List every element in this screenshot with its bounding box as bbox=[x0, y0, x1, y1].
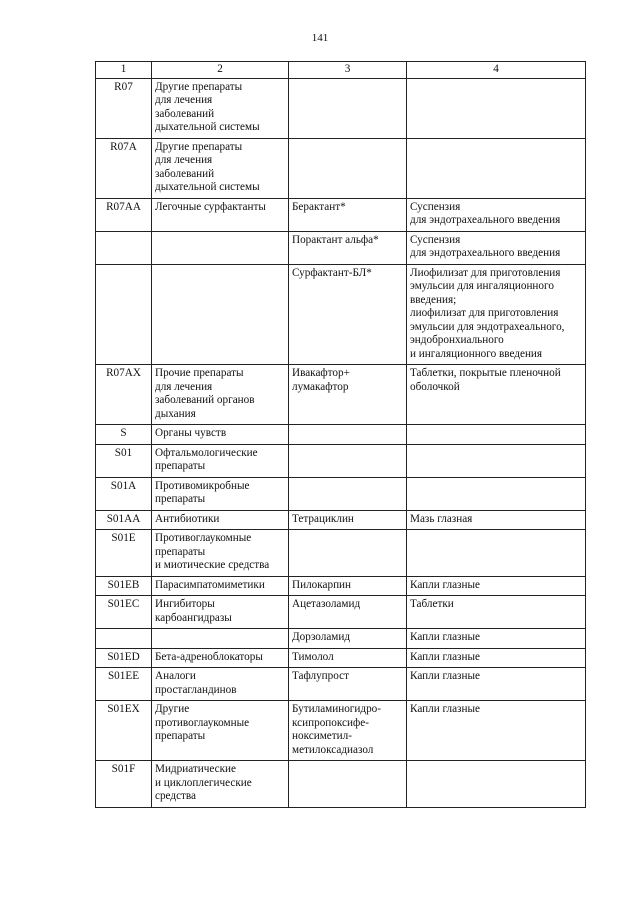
dosage-form-cell bbox=[407, 444, 586, 477]
group-name-cell bbox=[152, 231, 289, 264]
dosage-form-cell: Суспензия для эндотрахеального введения bbox=[407, 231, 586, 264]
dosage-form-cell: Мазь глазная bbox=[407, 510, 586, 530]
dosage-form-cell bbox=[407, 425, 586, 445]
dosage-form-cell: Капли глазные bbox=[407, 576, 586, 596]
atc-code-cell: S01 bbox=[96, 444, 152, 477]
dosage-form-cell bbox=[407, 761, 586, 808]
dosage-form-cell bbox=[407, 138, 586, 198]
table-row bbox=[96, 761, 586, 808]
drug-name-cell bbox=[289, 444, 407, 477]
atc-code-cell: S01E bbox=[96, 530, 152, 577]
dosage-form-cell: Таблетки bbox=[407, 596, 586, 629]
atc-code-cell: R07AA bbox=[96, 198, 152, 231]
table-row bbox=[96, 629, 586, 649]
header-row bbox=[96, 62, 586, 79]
atc-code-cell: R07A bbox=[96, 138, 152, 198]
group-name-cell: Легочные сурфактанты bbox=[152, 198, 289, 231]
atc-code-cell: S01EE bbox=[96, 668, 152, 701]
drug-name-cell: Дорзоламид bbox=[289, 629, 407, 649]
dosage-form-cell bbox=[407, 530, 586, 577]
table-row bbox=[96, 477, 586, 510]
group-name-cell bbox=[152, 264, 289, 365]
dosage-form-cell: Капли глазные bbox=[407, 629, 586, 649]
drug-name-cell: Тетрациклин bbox=[289, 510, 407, 530]
table-row bbox=[96, 701, 586, 761]
group-name-cell: Мидриатические и циклоплегические средства bbox=[152, 761, 289, 808]
atc-code-cell: S01EC bbox=[96, 596, 152, 629]
dosage-form-cell: Суспензия для эндотрахеального введения bbox=[407, 198, 586, 231]
dosage-form-cell: Капли глазные bbox=[407, 668, 586, 701]
atc-code-cell: S01EB bbox=[96, 576, 152, 596]
dosage-form-cell: Лиофилизат для приготовления эмульсии для ингаляционного введения; лиофилизат для приготовления эмульсии для эндотрахеального, эндобронхиального и ингаляционного введения bbox=[407, 264, 586, 365]
table-row bbox=[96, 648, 586, 668]
table-row bbox=[96, 425, 586, 445]
atc-code-cell: R07 bbox=[96, 78, 152, 138]
atc-code-cell: S01F bbox=[96, 761, 152, 808]
drug-name-cell: Берактант* bbox=[289, 198, 407, 231]
dosage-form-cell: Капли глазные bbox=[407, 701, 586, 761]
group-name-cell: Офтальмологические препараты bbox=[152, 444, 289, 477]
table-row bbox=[96, 264, 586, 365]
group-name-cell: Ингибиторы карбоангидразы bbox=[152, 596, 289, 629]
group-name-cell: Антибиотики bbox=[152, 510, 289, 530]
drug-name-cell bbox=[289, 477, 407, 510]
drug-name-cell bbox=[289, 78, 407, 138]
atc-code-cell: R07AX bbox=[96, 365, 152, 425]
atc-code-cell: S01EX bbox=[96, 701, 152, 761]
drug-name-cell bbox=[289, 425, 407, 445]
group-name-cell: Противоглаукомные препараты и миотические средства bbox=[152, 530, 289, 577]
drug-name-cell: Порактант альфа* bbox=[289, 231, 407, 264]
dosage-form-cell: Капли глазные bbox=[407, 648, 586, 668]
group-name-cell: Другие препараты для лечения заболеваний дыхательной системы bbox=[152, 138, 289, 198]
atc-code-cell: S01AA bbox=[96, 510, 152, 530]
table-row bbox=[96, 596, 586, 629]
drug-name-cell: Тафлупрост bbox=[289, 668, 407, 701]
drug-name-cell: Тимолол bbox=[289, 648, 407, 668]
table-row bbox=[96, 78, 586, 138]
table-row bbox=[96, 444, 586, 477]
drug-name-cell: Сурфактант-БЛ* bbox=[289, 264, 407, 365]
atc-code-cell: S bbox=[96, 425, 152, 445]
atc-code-cell: S01ED bbox=[96, 648, 152, 668]
drug-name-cell: Ивакафтор+ лумакафтор bbox=[289, 365, 407, 425]
group-name-cell: Бета-адреноблокаторы bbox=[152, 648, 289, 668]
drug-name-cell: Бутиламиногидро- ксипропоксифе- ноксиметил- метилоксадиазол bbox=[289, 701, 407, 761]
header-col-3: 3 bbox=[289, 62, 407, 79]
dosage-form-cell: Таблетки, покрытые пленочной оболочкой bbox=[407, 365, 586, 425]
group-name-cell bbox=[152, 629, 289, 649]
group-name-cell: Парасимпатомиметики bbox=[152, 576, 289, 596]
table-row bbox=[96, 231, 586, 264]
group-name-cell: Другие препараты для лечения заболеваний дыхательной системы bbox=[152, 78, 289, 138]
drug-name-cell bbox=[289, 530, 407, 577]
drug-name-cell: Ацетазоламид bbox=[289, 596, 407, 629]
table-row bbox=[96, 668, 586, 701]
group-name-cell: Аналоги простагландинов bbox=[152, 668, 289, 701]
atc-code-cell bbox=[96, 629, 152, 649]
atc-code-cell bbox=[96, 264, 152, 365]
table-body bbox=[96, 78, 586, 807]
table-row bbox=[96, 510, 586, 530]
group-name-cell: Органы чувств bbox=[152, 425, 289, 445]
header-col-2: 2 bbox=[152, 62, 289, 79]
table-row bbox=[96, 530, 586, 577]
atc-code-cell bbox=[96, 231, 152, 264]
table-row bbox=[96, 198, 586, 231]
drug-classification-table bbox=[95, 61, 586, 808]
table-row bbox=[96, 365, 586, 425]
drug-name-cell bbox=[289, 138, 407, 198]
drug-name-cell: Пилокарпин bbox=[289, 576, 407, 596]
group-name-cell: Другие противоглаукомные препараты bbox=[152, 701, 289, 761]
table-row bbox=[96, 138, 586, 198]
group-name-cell: Прочие препараты для лечения заболеваний органов дыхания bbox=[152, 365, 289, 425]
dosage-form-cell bbox=[407, 78, 586, 138]
atc-code-cell: S01A bbox=[96, 477, 152, 510]
group-name-cell: Противомикробные препараты bbox=[152, 477, 289, 510]
header-col-4: 4 bbox=[407, 62, 586, 79]
dosage-form-cell bbox=[407, 477, 586, 510]
header-col-1: 1 bbox=[96, 62, 152, 79]
table-row bbox=[96, 576, 586, 596]
drug-name-cell bbox=[289, 761, 407, 808]
page-number: 141 bbox=[311, 32, 329, 44]
